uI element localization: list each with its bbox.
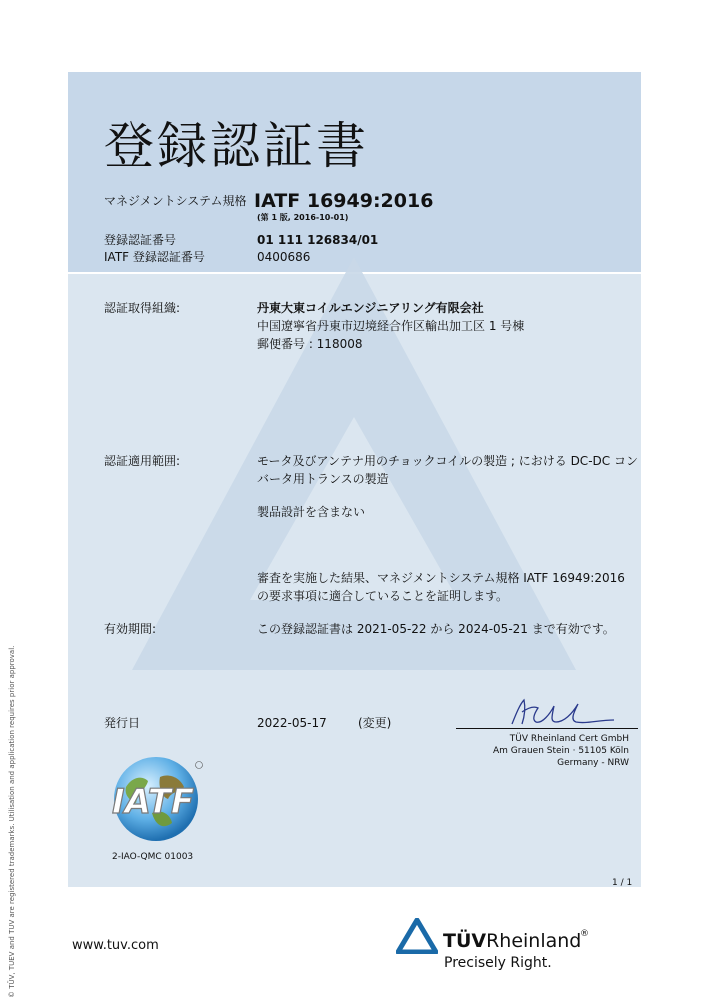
tuv-slogan: Precisely Right. xyxy=(444,955,552,971)
organization-postal: 郵便番号 : 118008 xyxy=(257,337,363,351)
issue-date-note: (変更) xyxy=(358,716,392,730)
issuer-name: TÜV Rheinland Cert GmbH xyxy=(509,734,629,744)
standard-label: マネジメントシステム規格 xyxy=(104,194,247,208)
statement-line-2: の要求事項に適合していることを証明します。 xyxy=(257,589,509,603)
scope-line-1: モータ及びアンテナ用のチョックコイルの製造 ; における DC-DC コン xyxy=(257,454,638,468)
standard-value: IATF 16949:2016 xyxy=(254,190,434,212)
registered-mark: ® xyxy=(580,929,589,939)
standard-edition: (第 1 版, 2016-10-01) xyxy=(257,213,349,222)
scope-exclusion: 製品設計を含まない xyxy=(257,505,366,519)
tuv-brand-rest: Rheinland xyxy=(486,930,582,952)
trademark-note xyxy=(0,645,16,998)
validity-value: この登録認証書は 2021-05-22 から 2024-05-21 まで有効です。 xyxy=(257,622,615,636)
tuv-brand-name xyxy=(443,929,581,953)
signature-line xyxy=(456,728,638,729)
organization-name: 丹東大東コイルエンジニアリング有限会社 xyxy=(257,301,484,315)
certificate xyxy=(68,72,641,887)
issuer-address: Am Grauen Stein · 51105 Köln xyxy=(492,746,629,756)
trademark-note-text: © TÜV, TUEV and TUV are registered trademarks. Utilisation and application requires prior approval. xyxy=(8,645,16,998)
iatf-reg-no-label: IATF 登録認証番号 xyxy=(104,250,205,264)
iatf-reg-no-value: 0400686 xyxy=(257,250,311,264)
organization-label: 認証取得組織: xyxy=(104,301,181,315)
certificate-title: 登録認証書 xyxy=(104,117,369,175)
organization-address: 中国遼寧省丹東市辺境経合作区輸出加工区 1 号棟 xyxy=(257,319,525,333)
reg-no-label: 登録認証番号 xyxy=(104,233,177,247)
issue-date-label: 発行日 xyxy=(104,716,141,730)
signature-icon xyxy=(498,694,618,728)
iatf-globe-logo-icon xyxy=(102,747,210,847)
statement-line-1: 審査を実施した結果、マネジメントシステム規格 IATF 16949:2016 xyxy=(257,571,625,585)
website-url[interactable]: www.tuv.com xyxy=(72,938,159,953)
tuv-brand-bold: TÜV xyxy=(443,930,487,952)
issue-date-value: 2022-05-17 xyxy=(257,716,327,730)
tuv-triangle-logo-icon xyxy=(396,918,438,954)
iatf-code: 2-IAO-QMC 01003 xyxy=(112,852,194,862)
iatf-logo-text: IATF xyxy=(112,782,195,822)
page-number: 1 / 1 xyxy=(612,878,633,888)
reg-no-value: 01 111 126834/01 xyxy=(257,233,379,247)
issuer-country: Germany - NRW xyxy=(557,758,629,768)
scope-label: 認証適用範囲: xyxy=(104,454,181,468)
scope-line-2: バータ用トランスの製造 xyxy=(257,472,389,486)
validity-label: 有効期間: xyxy=(104,622,157,636)
